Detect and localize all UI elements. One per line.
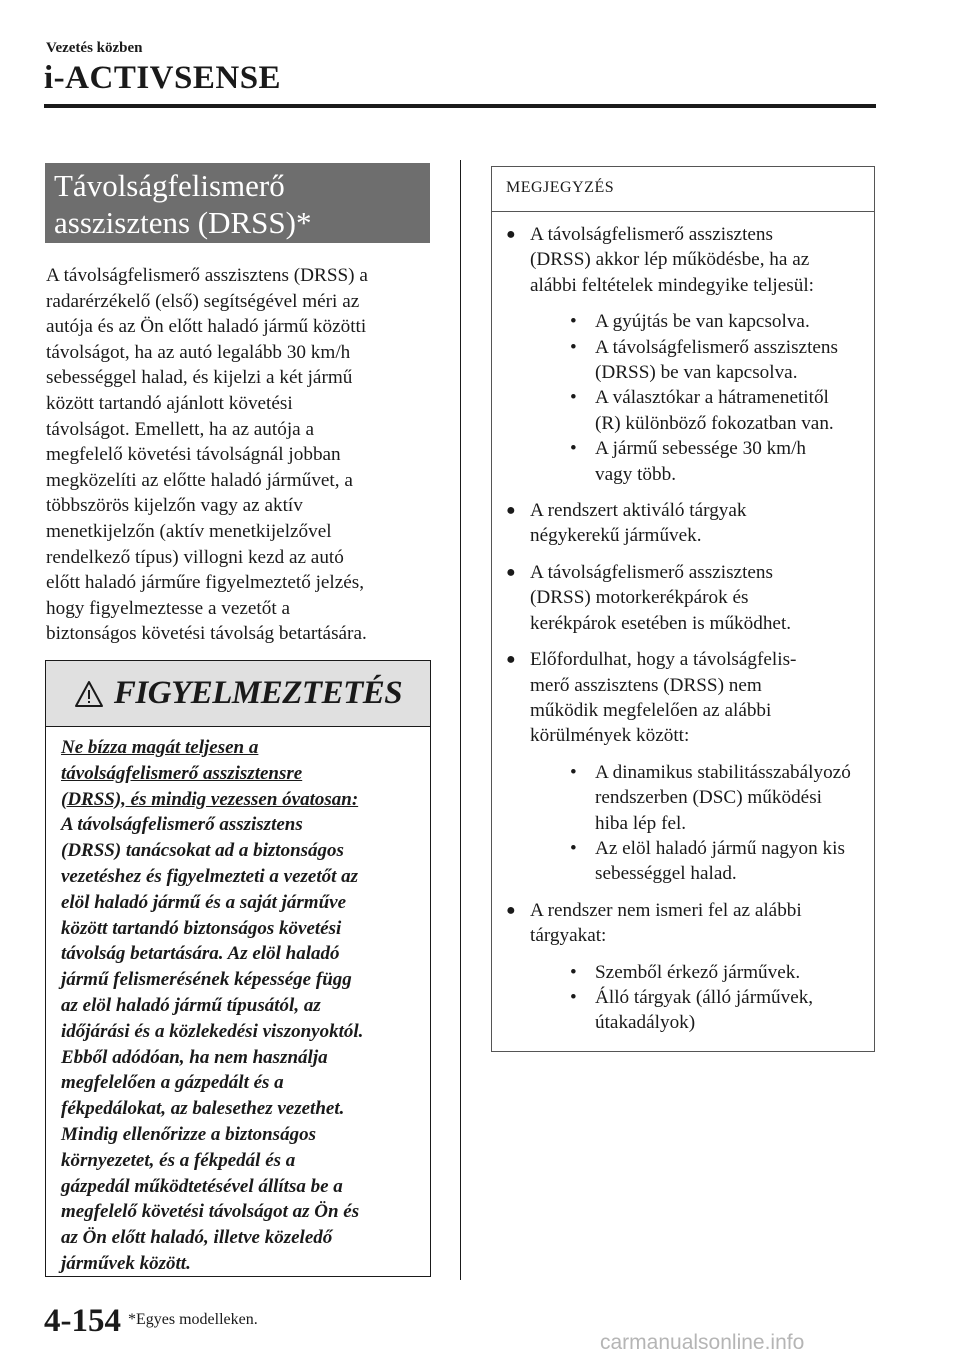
body-line: A távolságfelismerő asszisztens (DRSS) a [46, 265, 368, 286]
note-item [492, 560, 874, 636]
note-subitem-line: hiba lép fel. [595, 812, 687, 834]
note-subitem-line: A távolságfelismerő asszisztens [595, 336, 838, 358]
note-sublist [530, 760, 874, 887]
note-sublist [530, 960, 874, 1036]
bullet-dot-icon: ● [506, 502, 516, 520]
body-line: sebességgel halad, és kijelzi a két jármű [46, 367, 353, 389]
note-subitem-line: A jármű sebessége 30 km/h [595, 438, 807, 460]
warning-line: vezetéshez és figyelmezteti a vezetőt az [61, 865, 359, 887]
note-box [491, 166, 875, 1052]
footnote: *Egyes modelleken. [128, 1311, 258, 1328]
warning-line: (DRSS) tanácsokat ad a biztonságos [61, 840, 344, 862]
note-subitem [570, 760, 874, 836]
warning-body [46, 727, 430, 1277]
warning-line: környezetet, és a fékpedál és a [61, 1149, 296, 1171]
warning-lead-line: (DRSS), és mindig vezessen óvatosan: [61, 788, 359, 810]
note-subitem [570, 385, 874, 436]
note-item-line: A távolságfelismerő asszisztens [530, 224, 773, 245]
note-item-line: merő asszisztens (DRSS) nem [530, 674, 762, 696]
body-line: radarérzékelő (első) segítségével méri az [46, 290, 360, 312]
warning-line: jármű felismerésének képessége függ [61, 969, 352, 991]
note-item-line: Előfordulhat, hogy a távolságfelis- [530, 649, 797, 671]
warning-lead-line: Ne bízza magát teljesen a [61, 737, 259, 758]
bullet-dot-icon: • [570, 438, 577, 460]
bullet-dot-icon: • [570, 311, 577, 333]
bullet-dot-icon: ● [506, 563, 516, 581]
page-number: 4-154 [44, 1303, 121, 1339]
section-title-box [45, 163, 430, 243]
body-line: autója és az Ön előtt haladó jármű közötti [46, 316, 367, 338]
chapter-title: i-ACTIVSENSE [44, 60, 282, 96]
note-item-line: négykerekű járművek. [530, 525, 702, 547]
warning-line: elöl haladó jármű és a saját járműve [61, 891, 347, 913]
body-line: rendelkező típus) villogni kezd az autó [46, 546, 344, 568]
note-item-line: működik megfelelően az alábbi [530, 699, 772, 721]
section-title-line: asszisztens (DRSS)* [54, 205, 312, 240]
bullet-dot-icon: ● [506, 901, 516, 919]
warning-line: fékpedálokat, az balesethez vezethet. [61, 1098, 345, 1120]
note-item [492, 498, 874, 549]
section-label: Vezetés közben [46, 40, 143, 56]
warning-header [46, 661, 430, 727]
note-item [492, 647, 874, 887]
note-subitem-line: Álló tárgyak (álló járművek, [595, 986, 814, 1008]
note-subitem-line: útakadályok) [595, 1012, 696, 1034]
warning-line: járművek között. [61, 1252, 191, 1274]
warning-line: távolság betartására. Az elöl haladó [61, 943, 340, 965]
note-item-line: körülmények között: [530, 725, 690, 747]
note-subitem-line: vagy több. [595, 463, 677, 485]
bullet-dot-icon: • [570, 336, 577, 358]
note-sublist [530, 309, 874, 487]
note-subitem-line: Az elöl haladó jármű nagyon kis [595, 837, 845, 859]
note-title: MEGJEGYZÉS [492, 167, 874, 212]
note-subitem [570, 335, 874, 386]
warning-line: az elöl haladó jármű típusától, az [61, 994, 321, 1016]
note-subitem [570, 309, 874, 334]
warning-line: Mindig ellenőrizze a biztonságos [61, 1123, 316, 1145]
warning-lead-line: távolságfelismerő asszisztensre [61, 762, 303, 784]
note-subitem-line: Szemből érkező járművek. [595, 961, 801, 983]
note-item-line: (DRSS) motorkerékpárok és [530, 587, 749, 609]
body-line: menetkijelzőn (aktív menetkijelzővel [46, 520, 332, 542]
note-subitem-line: (DRSS) be van kapcsolva. [595, 362, 798, 384]
chapter-rule [44, 104, 876, 108]
note-item-line: alábbi feltételek mindegyike teljesül: [530, 274, 814, 296]
body-line: távolságot, ha az autó legalább 30 km/h [46, 341, 351, 363]
warning-line: megfelelő követési távolságot az Ön és [61, 1201, 360, 1223]
note-subitem [570, 960, 874, 985]
body-line: többszörös kijelzőn vagy az aktív [46, 495, 303, 517]
note-item-line: A rendszert aktiváló tárgyak [530, 500, 747, 522]
note-item-line: tárgyakat: [530, 925, 607, 947]
bullet-dot-icon: • [570, 986, 577, 1008]
note-subitem [570, 436, 874, 487]
body-line: biztonságos követési távolság betartására. [46, 623, 367, 645]
note-item-line: A távolságfelismerő asszisztens [530, 561, 773, 583]
note-subitem-line: sebességgel halad. [595, 863, 737, 885]
note-item-line: A rendszer nem ismeri fel az alábbi [530, 899, 802, 921]
note-body [492, 212, 874, 1036]
note-item-line: kerékpárok esetében is működhet. [530, 612, 792, 634]
body-line: hogy figyelmeztesse a vezetőt a [46, 597, 291, 619]
note-subitem-line: A dinamikus stabilitásszabályozó [595, 761, 851, 783]
note-item [492, 222, 874, 487]
column-divider [460, 160, 461, 1280]
bullet-dot-icon: • [570, 387, 577, 409]
bullet-dot-icon: ● [506, 226, 516, 243]
warning-triangle-icon [74, 680, 104, 708]
note-subitem-line: A választókar a hátramenetitől [595, 387, 829, 409]
warning-line: Ebből adódóan, ha nem használja [61, 1046, 328, 1068]
note-subitem-line: (R) különböző fokozatban van. [595, 412, 834, 434]
note-subitem-line: rendszerben (DSC) működési [595, 787, 822, 809]
note-subitem [570, 985, 874, 1036]
body-line: megfelelő követési távolságnál jobban [46, 444, 341, 466]
warning-line: A távolságfelismerő asszisztens [61, 814, 303, 836]
warning-line: időjárási és a közlekedési viszonyoktól. [61, 1020, 364, 1042]
body-line: között tartandó ajánlott követési [46, 392, 293, 414]
bullet-dot-icon: ● [506, 651, 516, 669]
note-subitem-line: A gyújtás be van kapcsolva. [595, 311, 810, 333]
note-item [492, 898, 874, 1036]
body-line: távolságot. Emellett, ha az autója a [46, 418, 314, 440]
warning-title: FIGYELMEZTETÉS [113, 675, 403, 711]
note-item-line: (DRSS) akkor lép működésbe, ha az [530, 249, 810, 271]
warning-box [45, 660, 431, 1277]
warning-line: gázpedál működtetésével állítsa be a [61, 1175, 343, 1197]
section-title-line: Távolságfelismerő [54, 168, 285, 203]
warning-line: az Ön előtt haladó, illetve közeledő [61, 1227, 333, 1249]
warning-line: között tartandó biztonságos követési [61, 917, 342, 939]
body-paragraph [46, 263, 438, 647]
body-line: előtt haladó járműre figyelmeztető jelzés, [46, 572, 365, 594]
bullet-dot-icon: • [570, 837, 577, 859]
note-subitem [570, 836, 874, 887]
watermark: carmanualsonline.info [600, 1331, 805, 1354]
bullet-dot-icon: • [570, 761, 577, 783]
warning-line: megfelelően a gázpedált és a [61, 1072, 284, 1094]
bullet-dot-icon: • [570, 961, 577, 983]
body-line: megközelíti az előtte haladó járművet, a [46, 469, 353, 491]
